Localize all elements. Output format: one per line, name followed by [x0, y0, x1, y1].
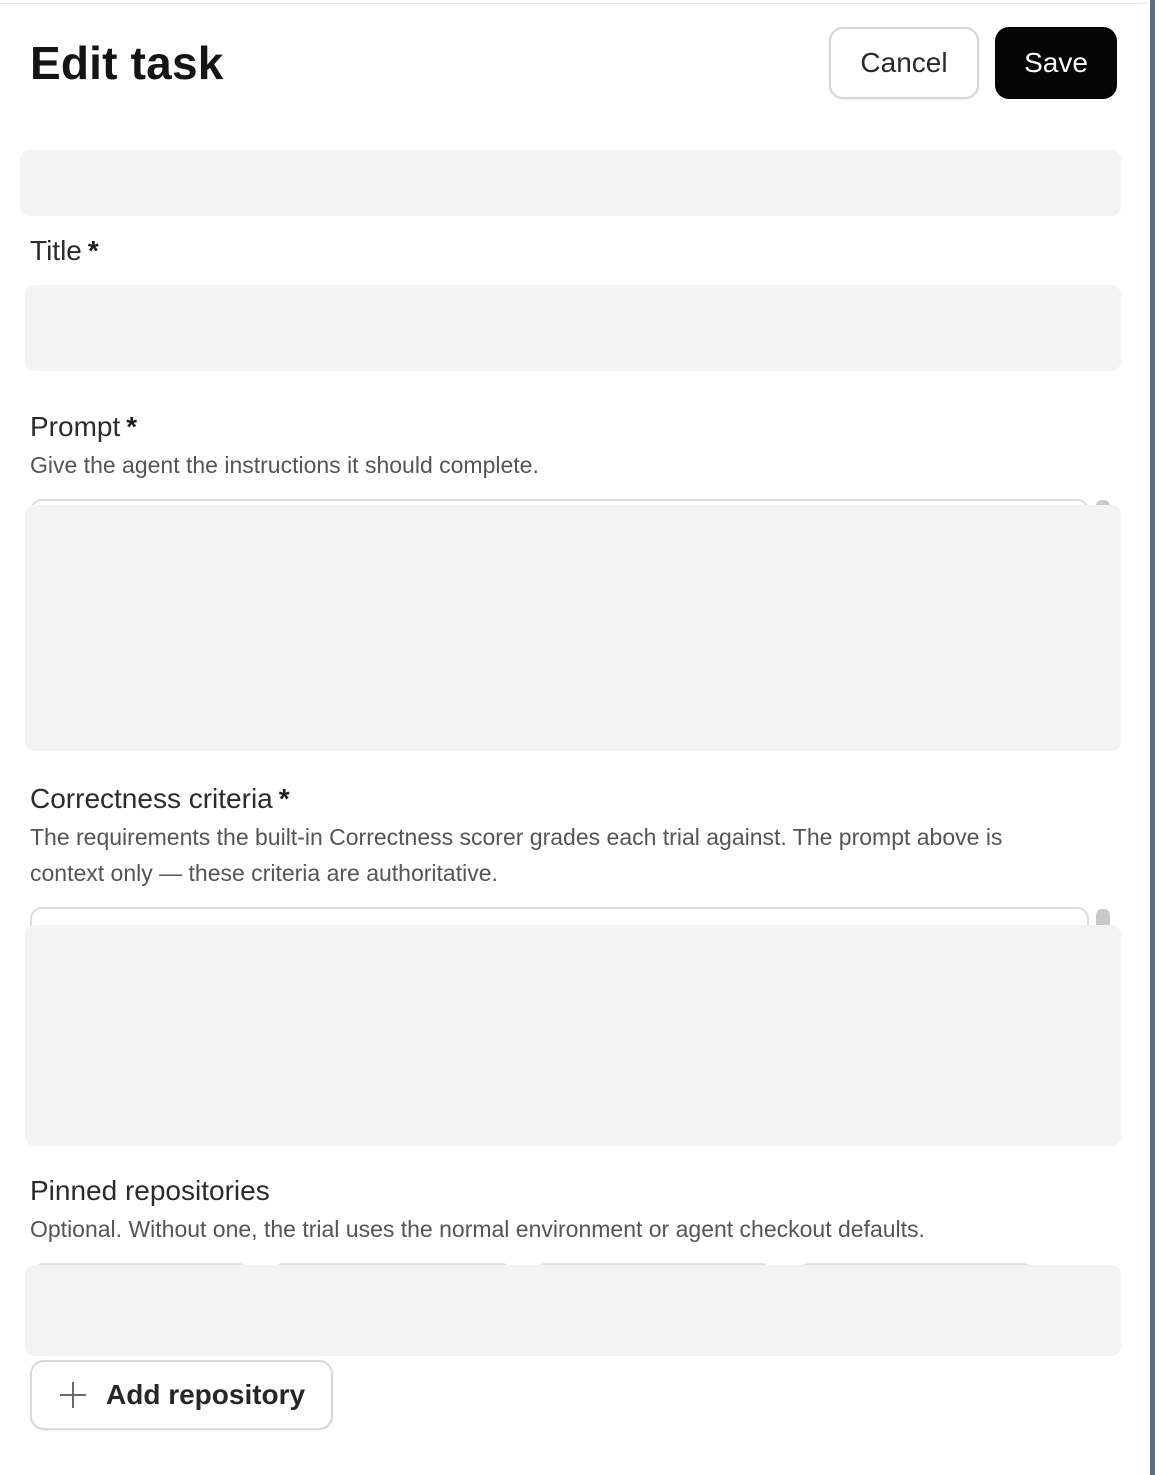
save-button[interactable]: Save	[995, 27, 1117, 99]
plus-icon	[60, 1382, 86, 1408]
add-repository-label: Add repository	[106, 1379, 306, 1410]
page-title: Edit task	[30, 37, 224, 89]
add-repository-button[interactable]	[30, 1360, 333, 1430]
cancel-button[interactable]: Cancel	[829, 27, 979, 99]
criteria-help-line-2: context only — these criteria are authoritative.	[30, 860, 498, 886]
criteria-label	[30, 781, 290, 817]
prompt-help-text: Give the agent the instructions it should complete.	[30, 452, 539, 478]
criteria-input-border	[30, 907, 1089, 927]
title-label-text: Title	[30, 235, 82, 266]
title-input[interactable]	[25, 285, 1121, 371]
prompt-label-text: Prompt	[30, 411, 121, 442]
panel-edge	[1150, 0, 1155, 1475]
required-marker: *	[87, 235, 99, 266]
top-divider	[0, 3, 1147, 4]
required-marker: *	[278, 783, 290, 814]
loading-placeholder-banner	[20, 150, 1121, 216]
prompt-textarea[interactable]	[25, 505, 1121, 751]
repos-placeholder	[25, 1265, 1121, 1356]
repos-help-text: Optional. Without one, the trial uses the normal environment or agent checkout defaults.	[30, 1216, 925, 1242]
criteria-textarea[interactable]	[25, 925, 1121, 1146]
prompt-label	[30, 409, 137, 445]
criteria-label-text: Correctness criteria	[30, 783, 273, 814]
required-marker: *	[126, 411, 138, 442]
criteria-help-line-1: The requirements the built-in Correctness scorer grades each trial against. The prompt above is	[30, 824, 1003, 850]
repos-label: Pinned repositories	[30, 1175, 270, 1206]
title-label	[30, 233, 99, 269]
